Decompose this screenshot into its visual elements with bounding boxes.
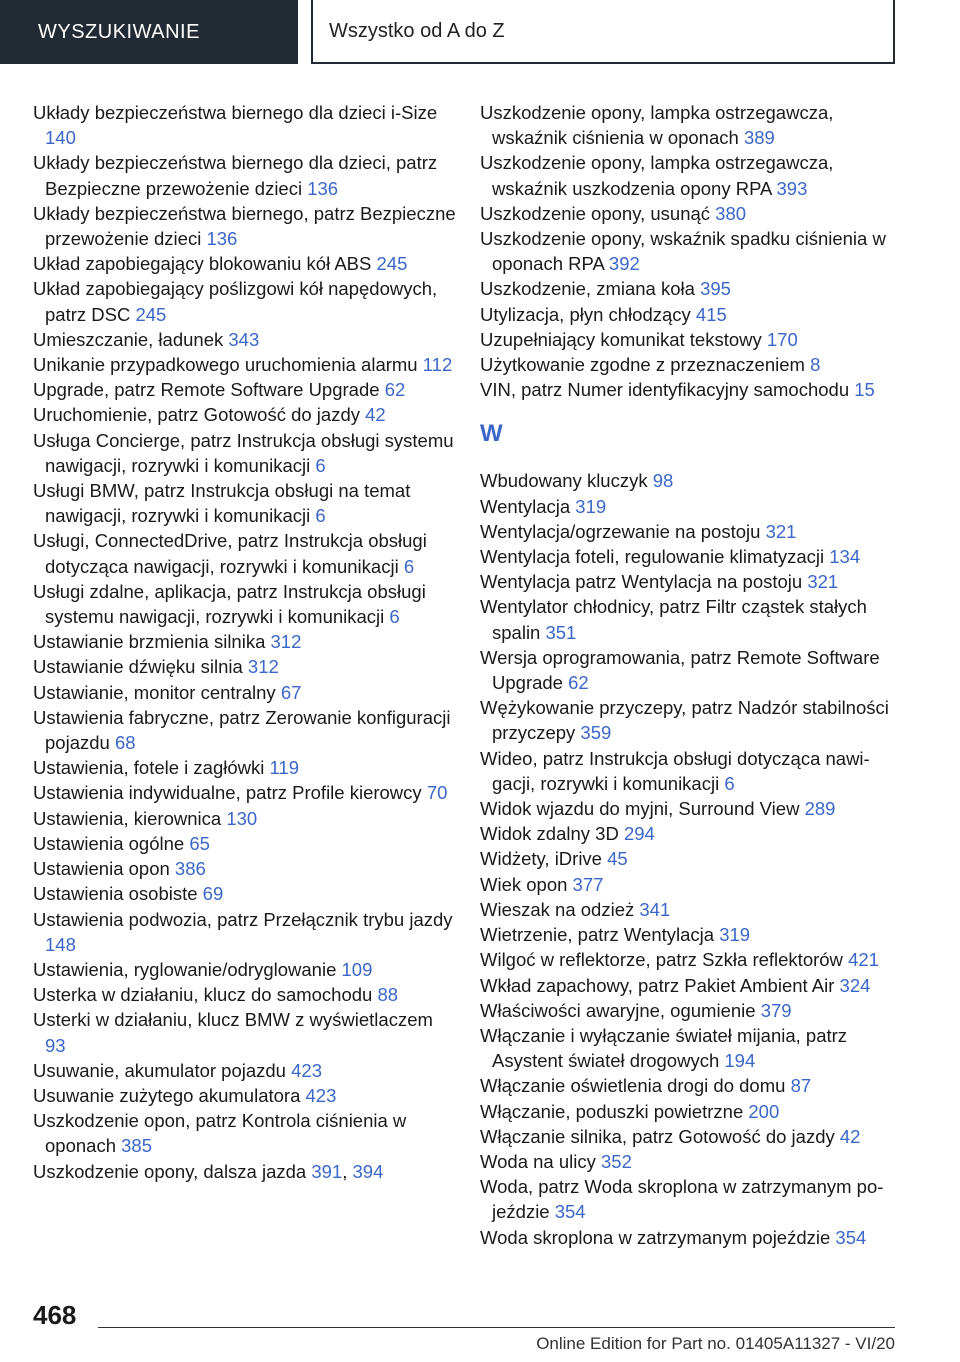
index-entry-text: Uzupełniający komunikat tekstowy [480,328,762,350]
page-reference-link[interactable]: 352 [601,1150,632,1172]
index-entry-text: Ustawienia, fotele i zagłówki [33,757,265,779]
index-entry [33,705,458,755]
page-reference-link[interactable]: 423 [291,1059,322,1081]
page-reference-link[interactable]: 319 [719,924,751,946]
page-reference-link[interactable]: 130 [226,807,258,829]
index-entry-text: Ustawianie dźwięku silnia [33,656,243,678]
index-entry [480,947,905,972]
index-entry-text: Umieszczanie, ładunek [33,328,224,350]
index-entry [480,973,905,998]
page-reference-link[interactable]: 324 [839,974,871,996]
index-entry-text: Widżety, iDrive [480,848,602,870]
index-entry-text: Wentylacja [480,495,571,517]
index-entry-text: Włączanie oświetlenia drogi do domu [480,1075,786,1097]
page-reference-link[interactable]: 354 [554,1201,586,1223]
index-entry [33,377,458,402]
index-entry-text: Woda skroplona w zatrzymanym pojeździe [480,1226,831,1248]
index-entry-text: Upgrade, patrz Remote Software Upgrade [33,379,380,401]
index-entry-text: Uszkodzenie opony, dalsza jazda [33,1160,307,1182]
index-entry-text: Usuwanie, akumulator pojazdu [33,1059,286,1081]
index-entry [480,302,905,327]
section-tab-search[interactable]: WYSZUKIWANIE [0,0,298,64]
page-reference-link[interactable]: 359 [580,722,612,744]
page-reference-link[interactable]: 394 [352,1160,384,1182]
index-entry [33,831,458,856]
index-entry-text: Ustawienia podwozia, patrz Przełącznik trybu jazdy [33,908,453,930]
page-reference-link[interactable]: 68 [114,732,136,754]
index-entry-text: Wietrzenie, patrz Wentylacja [480,924,715,946]
index-entry-text: Usługi, ConnectedDrive, patrz Instrukcja obsługi dotycząca nawigacji, rozrywki i komunikacji [33,530,427,577]
index-entry-text: Wbudowany kluczyk [480,470,648,492]
page-reference-link[interactable]: 351 [545,621,577,643]
index-entry [33,982,458,1007]
page-reference-link[interactable]: 379 [760,999,792,1021]
index-entry-text: Uszkodzenie opony, usunąć [480,202,711,224]
page-reference-link[interactable]: 15 [854,379,875,401]
index-entry [480,569,905,594]
index-entry [33,1108,458,1158]
index-entry [33,957,458,982]
index-entry [480,695,905,745]
page-reference-link[interactable]: 109 [341,958,373,980]
page-number: 468 [33,1300,77,1330]
page-reference-link[interactable]: 395 [700,278,731,300]
index-entry [480,1099,905,1124]
page-header [0,0,960,66]
page-reference-link[interactable]: 6 [389,606,400,628]
index-entry-text: VIN, patrz Numer identyfikacyjny samochodu [480,379,850,401]
index-entry-text: Ustawienia indywidualne, patrz Profile kierowcy [33,782,422,804]
index-entry [480,872,905,897]
index-entry-text: Uszkodzenie opony, wskaźnik spadku ciśnienia w oponach RPA [480,228,886,275]
page-reference-link[interactable]: 136 [206,228,238,250]
index-entry [480,377,905,402]
index-entry-text: Układ zapobiegający poślizgowi kół napędowych, patrz DSC [33,278,438,325]
page-reference-link[interactable]: 393 [776,177,808,199]
index-entry [33,806,458,831]
index-entry-text: Użytkowanie zgodne z przeznaczeniem [480,354,805,376]
index-entry [33,780,458,805]
index-entry [480,226,905,276]
index-entry [33,579,458,629]
index-entry [33,629,458,654]
index-entry [480,494,905,519]
page-reference-link[interactable]: 354 [835,1226,867,1248]
index-entry-text: Wersja oprogramowania, patrz Remote Software Upgrade [480,646,880,694]
index-entry [480,468,905,493]
index-entry [33,856,458,881]
index-entry-text: Układy bezpieczeństwa biernego, patrz Bezpieczne przewożenie dzieci [33,202,456,250]
index-entry-text: Wilgoć w reflektorze, patrz Szkła reflektorów [480,949,843,971]
index-entry-text: Ustawianie brzmienia silnika [33,631,266,653]
page-reference-link[interactable]: 200 [748,1100,780,1122]
index-entry-text: Woda na ulicy [480,1150,596,1172]
page-reference-link[interactable]: 98 [652,470,674,492]
index-entry [33,276,458,326]
index-entry-text: Właściwości awaryjne, ogumienie [480,999,756,1021]
index-entry-text: Uszkodzenie, zmiana koła [480,278,695,300]
index-entry-text: Woda, patrz Woda skroplona w zatrzymanym pojeździe [480,1176,884,1223]
index-entry [480,100,905,150]
page-reference-link[interactable]: 6 [403,555,415,577]
page-reference-link[interactable]: 321 [765,520,797,542]
page-reference-link[interactable]: 392 [608,253,640,275]
index-entry [480,352,905,377]
index-entry-text: Usługa Concierge, patrz Instrukcja obsługi systemu nawigacji, rozrywki i komunikacji [33,429,454,476]
index-entry [33,352,458,377]
page-reference-link[interactable]: 42 [839,1125,861,1147]
index-entry [33,201,458,251]
index-entry-text: Widok zdalny 3D [480,823,619,845]
page-reference-link[interactable]: 148 [45,933,76,955]
index-entry-text: Usuwanie zużytego akumulatora [33,1084,301,1106]
page-reference-link[interactable]: 62 [384,379,406,401]
page-reference-link[interactable]: 289 [804,798,836,820]
index-entry-text: Ustawienia fabryczne, patrz Zerowanie konfiguracji pojazdu [33,706,451,754]
index-entry-text: Wentylator chłodnicy, patrz Filtr cząstek stałych spalin [480,596,867,643]
index-entry-text: Unikanie przypadkowego uruchomienia alarmu [33,354,418,376]
page-reference-link[interactable]: 6 [315,454,326,476]
index-entry [480,746,905,796]
index-entry-text: Usterka w działaniu, klucz do samochodu [33,984,373,1006]
page-reference-link[interactable]: 194 [724,1050,756,1072]
index-entry [33,680,458,705]
footer-divider [98,1327,895,1328]
index-entry [480,1225,905,1250]
index-entry-text: Uruchomienie, patrz Gotowość do jazdy [33,404,360,426]
page-reference-link[interactable]: 136 [307,177,339,199]
index-entry [480,1073,905,1098]
index-entry [480,544,905,569]
page-reference-link[interactable]: 321 [807,571,839,593]
index-entry [33,327,458,352]
index-entry-text: Uszkodzenie opony, lampka ostrzegawcza, wskaźnik uszkodzenia opony RPA [480,152,834,199]
page-reference-link[interactable]: 45 [607,848,628,870]
index-entry [480,1124,905,1149]
page-reference-link[interactable]: 312 [270,631,302,653]
index-entry-text: Uszkodzenie opony, lampka ostrzegawcza, wskaźnik ciśnienia w oponach [480,102,834,149]
page-reference-link[interactable]: 119 [269,757,299,779]
index-entry-text: Ustawienia, ryglowanie/odryglowanie [33,958,337,980]
index-entry-text: Włączanie i wyłączanie świateł mijania, patrz Asystent świateł drogowych [480,1024,848,1072]
index-entry [33,251,458,276]
page-reference-link[interactable]: 42 [365,404,386,426]
index-entry [33,907,458,957]
page-reference-link[interactable]: 87 [790,1075,812,1097]
section-title-tab[interactable]: Wszystko od A do Z [311,0,895,64]
page-reference-link[interactable]: 245 [376,253,408,275]
page-reference-link[interactable]: 170 [766,328,798,350]
index-entry-text: Usługi BMW, patrz Instrukcja obsługi na temat nawigacji, rozrywki i komunikacji [33,480,411,527]
index-entry-text: Układy bezpieczeństwa biernego dla dzieci, patrz Bezpieczne przewożenie dzieci [33,152,438,199]
index-entry [33,1083,458,1108]
index-entry [33,1007,458,1057]
page-reference-link[interactable]: 70 [426,782,448,804]
index-entry [480,846,905,871]
page-reference-link[interactable]: 67 [280,681,302,703]
page-reference-link[interactable]: 343 [228,328,260,350]
page-reference-link[interactable]: 312 [247,656,279,678]
page-reference-link[interactable]: 391 [311,1160,343,1182]
index-entry-text: Wkład zapachowy, patrz Pakiet Ambient Air [480,974,835,996]
index-entry [33,755,458,780]
index-entry-text: Utylizacja, płyn chłodzący [480,303,691,325]
page-reference-link[interactable]: 245 [135,303,167,325]
index-entry [480,201,905,226]
page-reference-link[interactable]: 69 [202,883,224,905]
index-entry [33,150,458,200]
index-entry [480,796,905,821]
index-entry-text: Uszkodzenie opon, patrz Kontrola ciśnienia w oponach [33,1110,407,1157]
index-entry [480,327,905,352]
page-reference-link[interactable]: 421 [848,949,879,971]
index-entry [33,528,458,578]
index-entry [480,821,905,846]
page-reference-link[interactable]: 6 [724,772,735,794]
page-reference-link[interactable]: 380 [715,202,747,224]
index-entry-text: Ustawienia opon [33,858,170,880]
index-column-right [480,100,905,1250]
index-entry-text: Usługi zdalne, aplikacja, patrz Instrukcja obsługi systemu nawigacji, rozrywki i komunikacji [33,580,426,628]
page-reference-link[interactable]: 140 [45,127,76,149]
index-entry-text: Widok wjazdu do myjni, Surround View [480,798,800,820]
index-entry [480,897,905,922]
page-reference-link[interactable]: 386 [174,858,206,880]
index-entry [480,645,905,695]
index-entry-text: Ustawianie, monitor centralny [33,681,276,703]
page-reference-link[interactable]: 377 [572,873,604,895]
page-reference-link[interactable]: 385 [121,1135,152,1157]
page-reference-link[interactable]: 134 [829,546,861,568]
page-reference-link[interactable]: 319 [575,495,607,517]
index-column-left [33,100,458,1184]
index-entry [33,428,458,478]
index-entry-text: Wentylacja patrz Wentylacja na postoju [480,571,803,593]
index-entry [33,1058,458,1083]
page-reference-link[interactable]: 65 [189,832,210,854]
index-entry [33,654,458,679]
index-entry-text: Ustawienia osobiste [33,883,198,905]
page-reference-link[interactable]: 88 [377,984,399,1006]
index-entry [480,594,905,644]
edition-footer: Online Edition for Part no. 01405A11327 - VI/20 [536,1334,895,1353]
index-entry [33,881,458,906]
index-entry-text: Układ zapobiegający blokowaniu kół ABS [33,253,372,275]
index-entry [33,478,458,528]
index-entry-text: Ustawienia, kierownica [33,807,222,829]
index-entry [480,1023,905,1073]
page-reference-link[interactable]: 423 [305,1084,337,1106]
index-entry [33,100,458,150]
page-reference-link[interactable]: 389 [743,127,775,149]
index-entry [480,1174,905,1224]
index-entry: Uszkodzenie opony, dalsza jazda 391, 394 [33,1160,384,1182]
index-entry [480,998,905,1023]
page-reference-link[interactable]: 93 [45,1034,66,1056]
index-entry [480,276,905,301]
index-entry [480,150,905,200]
page-reference-link[interactable]: 112 [422,354,453,376]
index-entry-text: Usterki w działaniu, klucz BMW z wyświetlaczem [33,1009,433,1031]
index-entry-text: Wentylacja foteli, regulowanie klimatyzacji [480,546,825,568]
index-entry-text: Wideo, patrz Instrukcja obsługi dotycząca nawigacji, rozrywki i komunikacji [480,747,870,794]
index-group-u-v [480,100,905,402]
page-reference-link[interactable]: 6 [315,505,326,527]
index-entry-text: Wentylacja/ogrzewanie na postoju [480,520,761,542]
index-entry-text: Wężykowanie przyczepy, patrz Nadzór stabilności przyczepy [480,697,889,744]
index-entry-text: Wiek opon [480,873,568,895]
index-entry [480,519,905,544]
index-entry-text: Układy bezpieczeństwa biernego dla dzieci i-Size [33,102,438,123]
index-entry-text: Włączanie, poduszki powietrzne [480,1100,744,1122]
index-entry [480,1149,905,1174]
index-group-w [480,468,905,1249]
letter-heading-w: W [480,420,503,448]
index-entry [480,922,905,947]
page-reference-link[interactable]: 8 [810,354,821,376]
page-reference-link[interactable]: 294 [623,823,655,845]
index-entry [33,402,458,427]
index-entry-text: Ustawienia ogólne [33,832,185,854]
index-entry-text: Wieszak na odzież [480,898,635,920]
page-reference-link[interactable]: 341 [639,898,671,920]
page-reference-link[interactable]: 62 [568,672,589,694]
index-entry-text: Włączanie silnika, patrz Gotowość do jazdy [480,1125,835,1147]
page-reference-link[interactable]: 415 [695,303,727,325]
